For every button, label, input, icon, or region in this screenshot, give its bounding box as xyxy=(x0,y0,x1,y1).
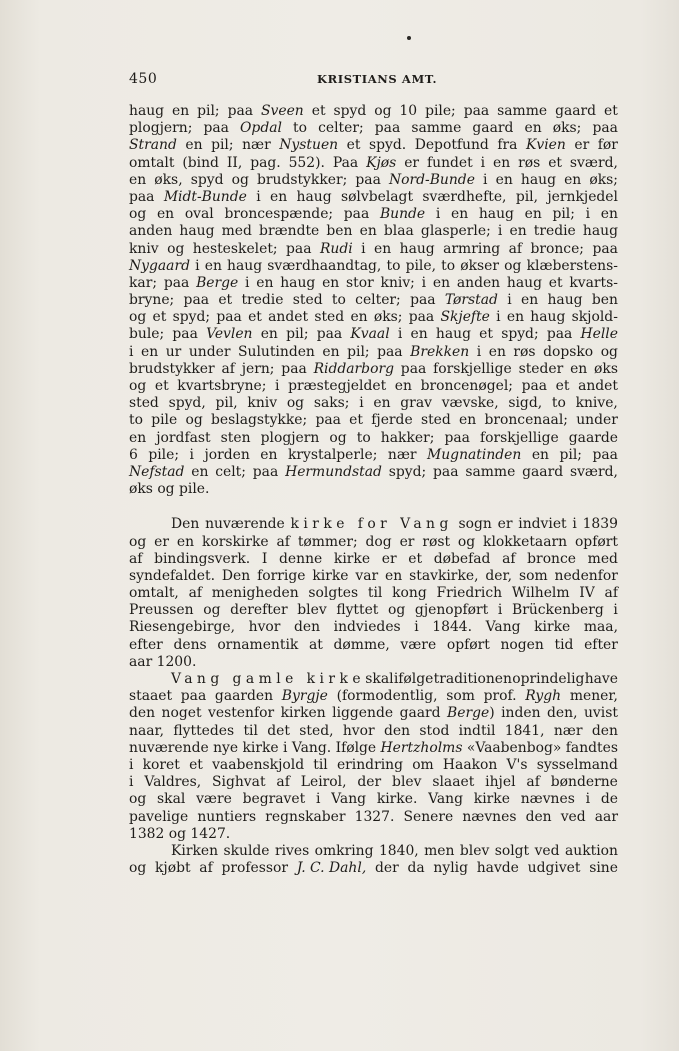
text-line: i Valdres, Sighvat af Leirol, der blev slaaet ihjel af bønderne xyxy=(129,774,618,791)
text-line: syndefaldet. Den forrige kirke var en stavkirke, der, som nedenfor xyxy=(129,567,618,584)
text-line: og en oval broncespænde; paa Bunde i en haug en pil; i en xyxy=(129,206,618,223)
text-line: og er en korskirke af tømmer; dog er røst og klokketaarn opført xyxy=(129,533,618,550)
text-line: Riesengebirge, hvor den indviedes i 1844. Vang kirke maa, xyxy=(129,619,618,636)
text-line: den noget vestenfor kirken liggende gaard Berge) inden den, uvist xyxy=(129,705,618,722)
text-line: anden haug med brændte ben en blaa glasperle; i en tredie haug xyxy=(129,223,618,240)
paragraph xyxy=(129,671,618,843)
running-title: KRISTIANS AMT. xyxy=(317,72,438,86)
text-line: staaet paa gaarden Byrgje (formodentlig, som prof. Rygh mener, xyxy=(129,688,618,705)
text-line: af bindingsverk. I denne kirke er et døbefad af bronce med xyxy=(129,550,618,567)
text-line: paa Midt-Bunde i en haug sølvbelagt sværdhefte, pil, jernkjedel xyxy=(129,188,618,205)
text-line: kar; paa Berge i en haug en stor kniv; i en anden haug et kvarts- xyxy=(129,274,618,291)
text-line: 1382 og 1427. xyxy=(129,825,231,842)
text-line: Kirken skulde rives omkring 1840, men blev solgt ved auktion xyxy=(171,842,618,859)
text-line: sted spyd, pil, kniv og saks; i en grav vævske, sigd, to knive, xyxy=(129,395,618,412)
text-line: i en ur under Sulutinden en pil; paa Brekken i en røs dopsko og xyxy=(129,343,618,360)
text-line: Nefstad en celt; paa Hermundstad spyd; paa samme gaard sværd, xyxy=(129,463,618,480)
paragraph xyxy=(129,516,618,671)
text-line: aar 1200. xyxy=(129,653,197,670)
text-line: pavelige nuntiers regnskaber 1327. Senere nævnes den ved aar xyxy=(129,808,618,825)
text-line: en øks, spyd og brudstykker; paa Nord-Bunde i en haug en øks; xyxy=(129,171,618,188)
text-line: kniv og hesteskelet; paa Rudi i en haug armring af bronce; paa xyxy=(129,240,618,257)
text-line: bryne; paa et tredie sted to celter; paa Tørstad i en haug ben xyxy=(129,292,618,309)
paragraph-gap xyxy=(129,498,618,516)
text-line: nuværende nye kirke i Vang. Ifølge Hertzholms «Vaabenbog» fandtes xyxy=(129,739,618,756)
ink-dot xyxy=(407,36,411,40)
text-line: naar, flyttedes til det sted, hvor den stod indtil 1841, nær den xyxy=(129,722,618,739)
text-line: Strand en pil; nær Nystuen et spyd. Depotfund fra Kvien er før xyxy=(129,137,618,154)
text-line: to pile og beslagstykke; paa et fjerde sted en broncenaal; under xyxy=(129,412,618,429)
paragraph xyxy=(129,103,618,498)
text-line: bule; paa Vevlen en pil; paa Kvaal i en haug et spyd; paa Helle xyxy=(129,326,618,343)
text-line: plogjern; paa Opdal to celter; paa samme gaard en øks; paa xyxy=(129,120,618,137)
text-line: 6 pile; i jorden en krystalperle; nær Mugnatinden en pil; paa xyxy=(129,446,618,463)
page-header xyxy=(129,71,618,89)
text-line: og et kvartsbryne; i præstegjeldet en broncenøgel; paa et andet xyxy=(129,378,618,394)
text-line: Vang gamle kirke skal ifølge traditionen oprindelig have xyxy=(171,671,618,687)
text-line: og kjøbt af professor J. C. Dahl, der da nylig havde udgivet sine xyxy=(129,860,618,877)
text-line: i koret et vaabenskjold til erindring om Haakon V's sysselmand xyxy=(129,756,618,773)
text-line: en jordfast sten plogjern og to hakker; paa forskjellige gaarde xyxy=(129,429,618,446)
text-line: Preussen og derefter blev flyttet og gjenopført i Brückenberg i xyxy=(129,602,618,619)
text-line: og et spyd; paa et andet sted en øks; paa Skjefte i en haug skjold- xyxy=(129,309,618,326)
text-line: Den nuværende kirke for Vang sogn er indviet i 1839 xyxy=(171,516,618,533)
text-line: øks og pile. xyxy=(129,481,210,498)
page-number: 450 xyxy=(129,71,158,87)
text-line: efter dens ornamentik at dømme, være opført nogen tid efter xyxy=(129,636,618,653)
paragraph xyxy=(129,843,618,877)
text-line: Nygaard i en haug sværdhaandtag, to pile, to økser og klæberstens- xyxy=(129,257,618,274)
text-line: haug en pil; paa Sveen et spyd og 10 pile; paa samme gaard et xyxy=(129,103,618,119)
body-text xyxy=(129,103,618,877)
text-line: omtalt (bind II, pag. 552). Paa Kjøs er fundet i en røs et sværd, xyxy=(129,154,618,171)
text-line: brudstykker af jern; paa Riddarborg paa forskjellige steder en øks xyxy=(129,360,618,377)
text-line: og skal være begravet i Vang kirke. Vang kirke nævnes i de xyxy=(129,791,618,808)
text-line: omtalt, af menigheden solgtes til kong Friedrich Wilhelm IV af xyxy=(129,585,618,602)
